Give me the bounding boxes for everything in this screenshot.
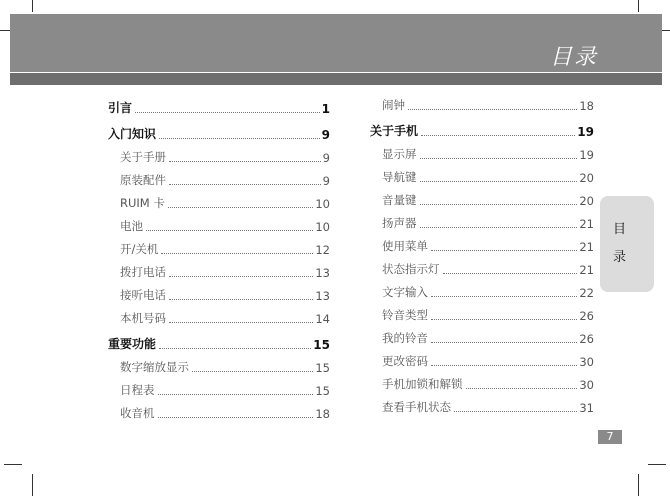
toc-entry[interactable]	[108, 142, 330, 165]
toc-entry[interactable]	[370, 185, 594, 208]
toc-entry-page: 12	[315, 243, 330, 257]
toc-leader-dots	[421, 135, 575, 136]
toc-entry-title: 扬声器	[382, 216, 417, 230]
toc-entry-page: 26	[579, 309, 594, 323]
toc-entry-page: 18	[579, 99, 594, 113]
toc-leader-dots	[420, 227, 578, 228]
toc-entry-title: 关于手机	[370, 124, 419, 138]
toc-leader-dots	[158, 417, 314, 418]
toc-entry[interactable]	[108, 328, 330, 352]
toc-leader-dots	[169, 184, 321, 185]
toc-entry[interactable]	[108, 234, 330, 257]
toc-entry-page: 10	[315, 197, 330, 211]
toc-entry[interactable]	[108, 375, 330, 398]
toc-entry-page: 19	[579, 148, 594, 162]
toc-leader-dots	[146, 230, 313, 231]
toc-entry-title: 数字缩放显示	[120, 360, 189, 374]
toc-entry-title: 手机加锁和解锁	[382, 377, 463, 391]
toc-entry-title: 显示屏	[382, 147, 417, 161]
toc-entry-title: 原装配件	[120, 173, 166, 187]
toc-entry-title: 入门知识	[108, 127, 157, 141]
toc-entry[interactable]	[370, 254, 594, 277]
toc-column-right	[370, 90, 594, 415]
toc-entry-title: 更改密码	[382, 354, 428, 368]
toc-entry-page: 20	[579, 194, 594, 208]
crop-mark	[638, 474, 639, 496]
toc-entry-title: 导航键	[382, 170, 417, 184]
toc-leader-dots	[431, 365, 577, 366]
toc-entry-page: 15	[313, 338, 330, 352]
toc-leader-dots	[158, 394, 314, 395]
toc-leader-dots	[192, 371, 313, 372]
side-tab-char: 录	[613, 250, 627, 265]
toc-entry[interactable]	[370, 208, 594, 231]
toc-entry-title: 日程表	[120, 383, 155, 397]
header-stripe	[10, 73, 662, 85]
toc-entry[interactable]	[370, 346, 594, 369]
toc-entry-page: 15	[315, 384, 330, 398]
toc-column-left	[108, 90, 330, 421]
toc-entry-title: 关于手册	[120, 150, 166, 164]
toc-entry-title: 状态指示灯	[382, 262, 440, 276]
toc-entry[interactable]	[108, 352, 330, 375]
side-tab-char: 目	[613, 222, 627, 237]
toc-leader-dots	[454, 411, 577, 412]
toc-entry[interactable]	[108, 257, 330, 280]
toc-entry-page: 20	[579, 171, 594, 185]
page-title: 目录	[549, 45, 598, 70]
toc-entry[interactable]	[370, 162, 594, 185]
crop-mark	[638, 0, 639, 12]
toc-leader-dots	[431, 342, 577, 343]
toc-entry-title: 电池	[120, 219, 143, 233]
toc-entry[interactable]	[370, 323, 594, 346]
toc-entry-page: 13	[315, 289, 330, 303]
toc-leader-dots	[135, 112, 320, 113]
toc-entry-title: 使用菜单	[382, 239, 428, 253]
toc-entry-title: 开/关机	[120, 242, 159, 256]
toc-leader-dots	[169, 276, 313, 277]
toc-entry[interactable]	[370, 231, 594, 254]
toc-entry-page: 26	[579, 332, 594, 346]
toc-entry-title: 收音机	[120, 406, 155, 420]
toc-entry-title: 铃音类型	[382, 308, 428, 322]
toc-entry[interactable]	[108, 211, 330, 234]
toc-entry-title: 音量键	[382, 193, 417, 207]
toc-entry-page: 10	[315, 220, 330, 234]
toc-entry[interactable]	[370, 369, 594, 392]
page-number: 7	[598, 430, 622, 444]
toc-entry[interactable]	[370, 139, 594, 162]
toc-entry-page: 15	[315, 361, 330, 375]
toc-entry-page: 9	[322, 151, 330, 165]
toc-entry-title: 接听电话	[120, 288, 166, 302]
toc-leader-dots	[431, 296, 577, 297]
toc-entry[interactable]	[108, 188, 330, 211]
toc-leader-dots	[408, 109, 577, 110]
toc-leader-dots	[420, 158, 578, 159]
toc-entry-page: 30	[579, 378, 594, 392]
toc-leader-dots	[161, 253, 313, 254]
crop-mark	[32, 474, 33, 496]
side-tab	[600, 196, 654, 292]
toc-entry[interactable]	[370, 392, 594, 415]
toc-entry-page: 21	[579, 240, 594, 254]
toc-leader-dots	[420, 204, 578, 205]
toc-leader-dots	[169, 322, 313, 323]
toc-entry-page: 22	[579, 286, 594, 300]
toc-leader-dots	[420, 181, 578, 182]
toc-entry-title: 我的铃音	[382, 331, 428, 345]
toc-entry[interactable]	[108, 303, 330, 326]
toc-entry-page: 1	[321, 102, 330, 116]
toc-entry-page: 30	[579, 355, 594, 369]
toc-entry-title: 重要功能	[108, 337, 157, 351]
toc-leader-dots	[169, 161, 321, 162]
crop-mark	[4, 464, 22, 465]
toc-leader-dots	[159, 138, 320, 139]
toc-leader-dots	[466, 388, 578, 389]
crop-mark	[0, 30, 10, 31]
toc-entry[interactable]	[370, 115, 594, 139]
toc-entry[interactable]	[370, 90, 594, 113]
toc-entry-page: 14	[315, 312, 330, 326]
toc-entry-title: 查看手机状态	[382, 400, 451, 414]
toc-entry-page: 21	[579, 263, 594, 277]
toc-entry-title: 拨打电话	[120, 265, 166, 279]
toc-entry-page: 13	[315, 266, 330, 280]
toc-leader-dots	[431, 250, 577, 251]
toc-leader-dots	[431, 319, 577, 320]
toc-entry[interactable]	[108, 92, 330, 116]
toc-entry[interactable]	[370, 277, 594, 300]
crop-mark	[648, 464, 666, 465]
toc-entry-title: 闹钟	[382, 98, 405, 112]
toc-leader-dots	[159, 348, 311, 349]
toc-entry[interactable]	[108, 398, 330, 421]
toc-entry[interactable]	[108, 165, 330, 188]
toc-entry[interactable]	[108, 280, 330, 303]
toc-entry-page: 9	[321, 128, 330, 142]
toc-entry[interactable]	[108, 118, 330, 142]
toc-entry-title: 本机号码	[120, 311, 166, 325]
toc-entry-page: 19	[577, 125, 594, 139]
toc-entry-page: 21	[579, 217, 594, 231]
crop-mark	[32, 0, 33, 12]
toc-entry-title: 文字输入	[382, 285, 428, 299]
toc-leader-dots	[169, 299, 313, 300]
toc-entry-page: 31	[579, 401, 594, 415]
toc-leader-dots	[168, 207, 313, 208]
toc-leader-dots	[443, 273, 578, 274]
toc-entry-title: 引言	[108, 101, 133, 115]
toc-entry-page: 9	[322, 174, 330, 188]
toc-entry-page: 18	[315, 407, 330, 421]
toc-entry-title: RUIM 卡	[120, 196, 165, 210]
toc-entry[interactable]	[370, 300, 594, 323]
